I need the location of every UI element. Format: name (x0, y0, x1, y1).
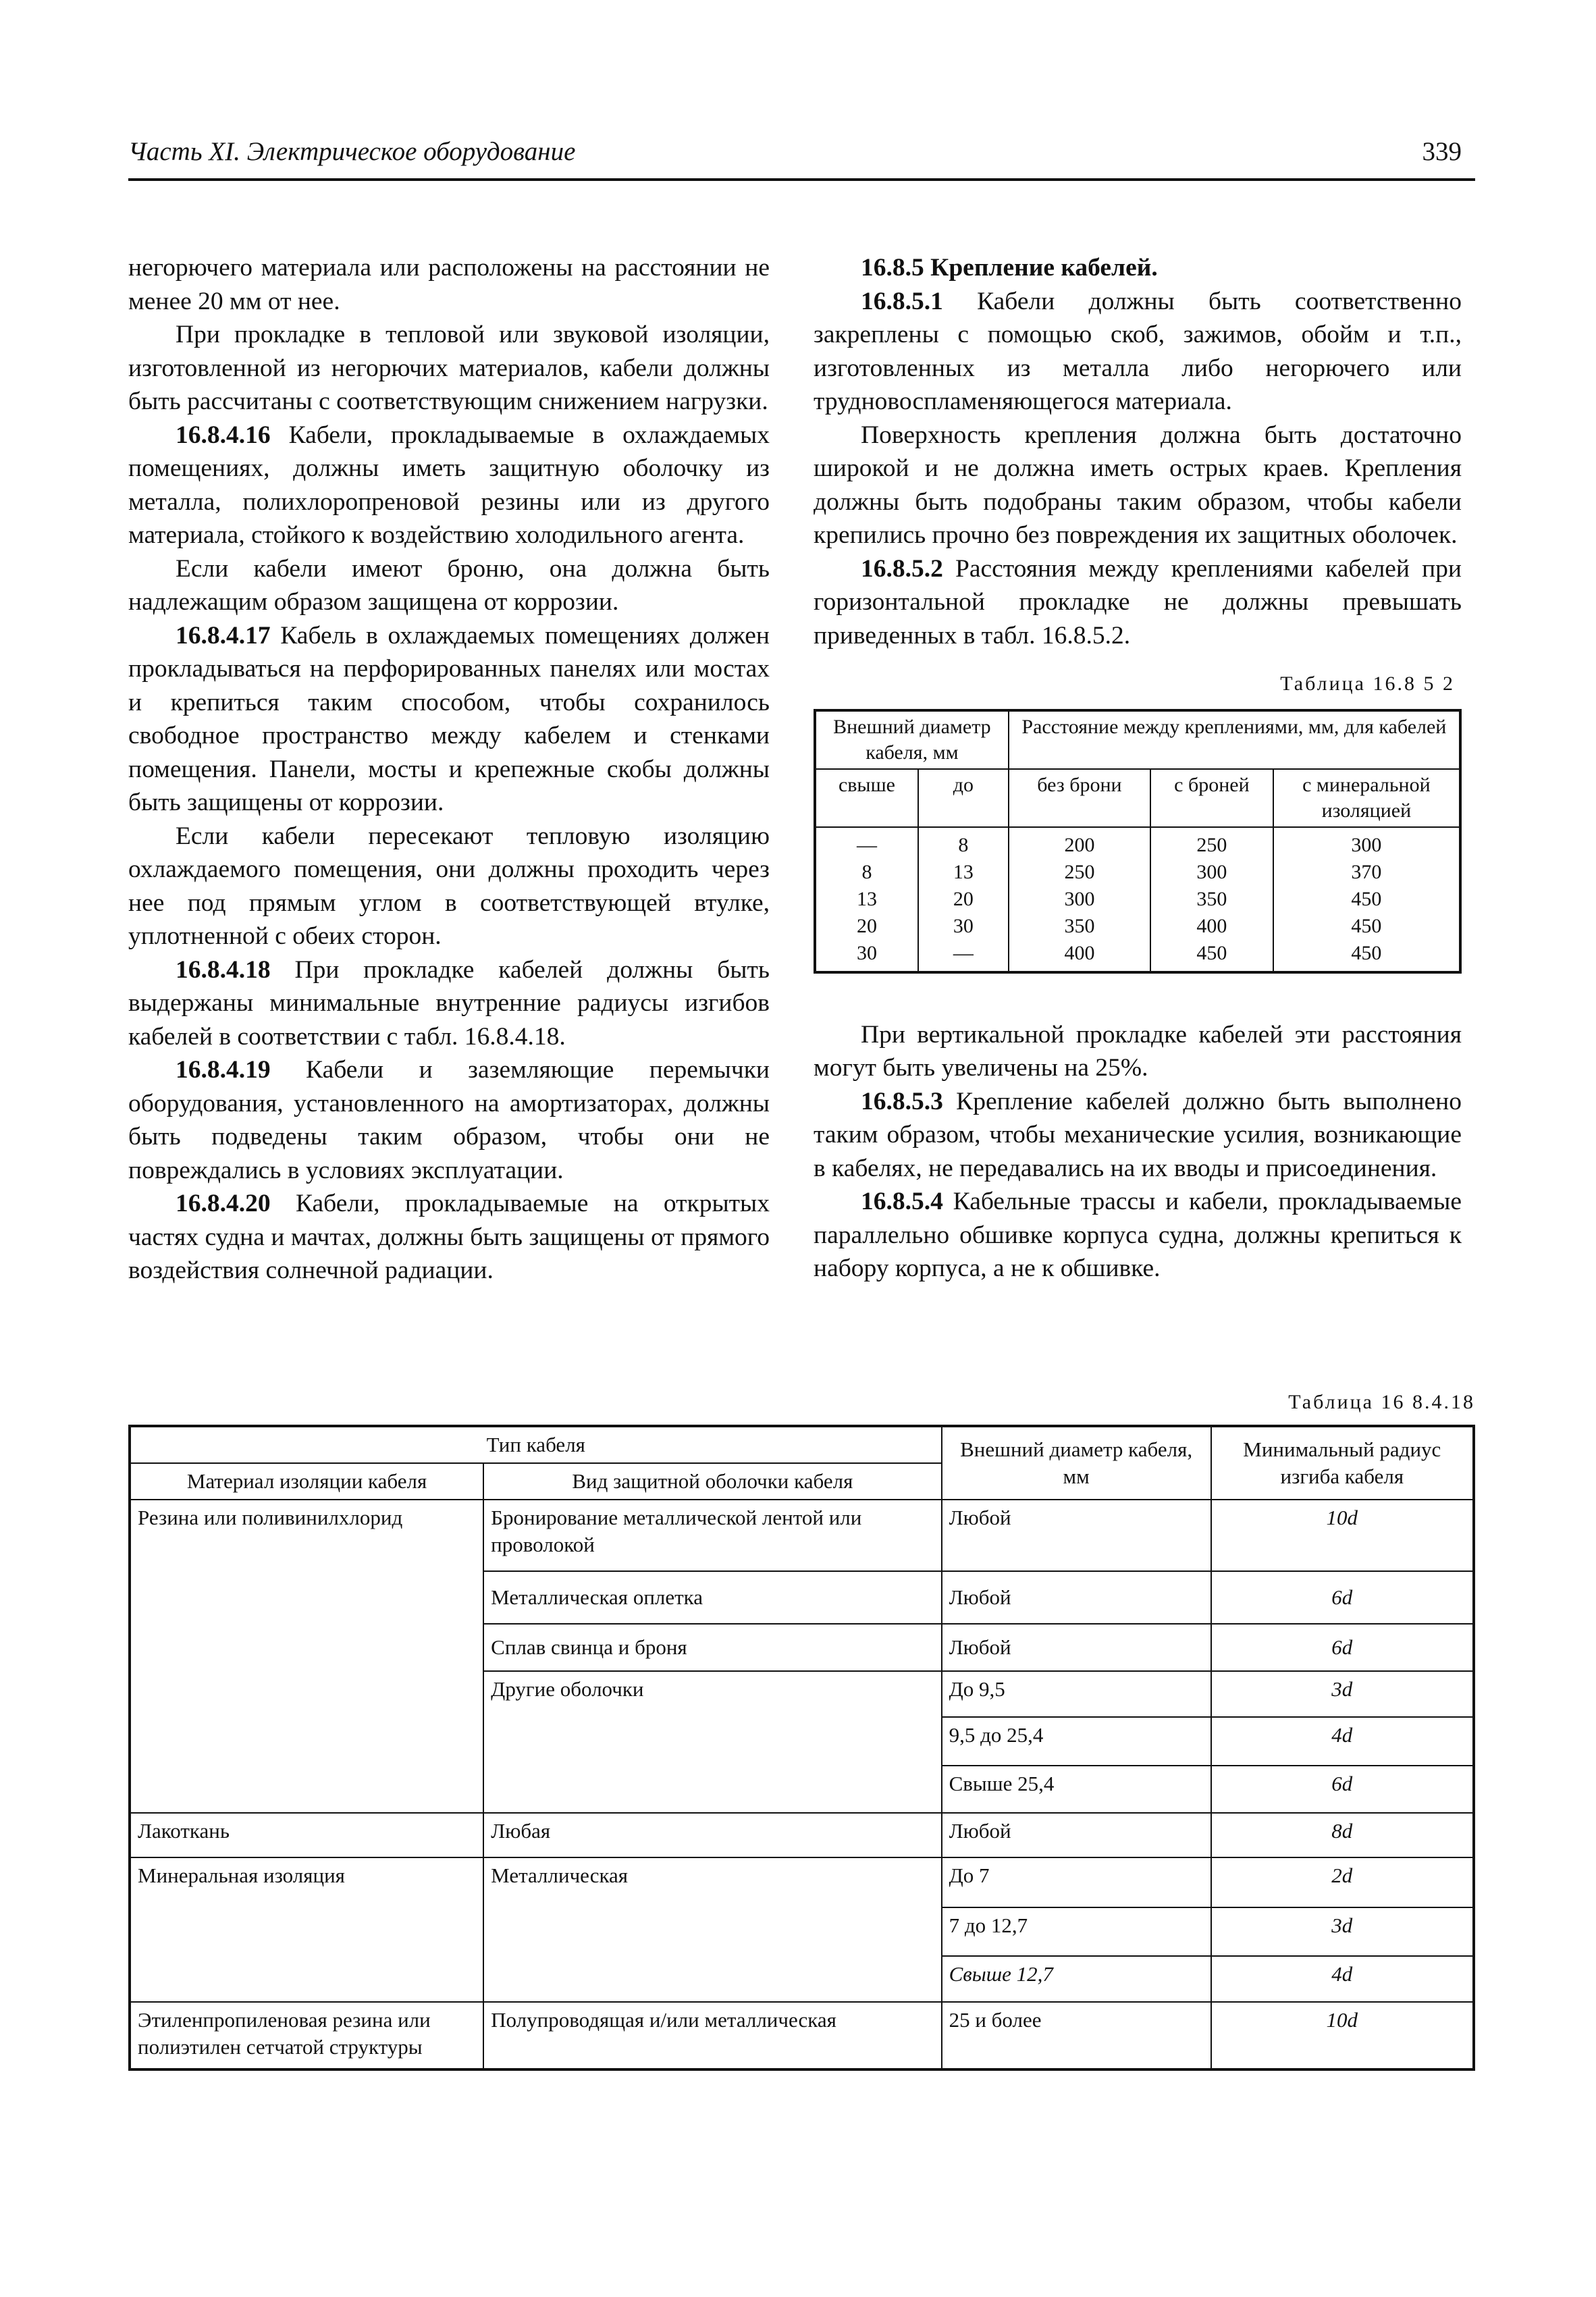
table-cell: Свыше 12,7 (942, 1956, 1211, 2002)
table-cell: 13 (815, 886, 918, 913)
table-cell: Любой (942, 1571, 1211, 1624)
table-header-cell: с минеральной изоляцией (1273, 769, 1460, 827)
section-heading: 16.8.5 Крепление кабелей. (861, 254, 1158, 282)
table-cell: Любой (942, 1500, 1211, 1571)
paragraph: При прокладке в тепловой или звуковой изоляции, изготовленной из негорючих материалов, кабели должны быть рассчитаны с соответствующим снижением нагрузки. (128, 321, 770, 415)
table-row (130, 1500, 1474, 1571)
table-cell: 450 (1150, 940, 1273, 972)
table-header-cell: Вид защитной оболочки кабеля (483, 1463, 941, 1500)
table-cell: Любой (942, 1813, 1211, 1857)
table-row (815, 940, 1460, 972)
table-cell: 200 (1009, 827, 1150, 859)
table-header-cell: Тип кабеля (130, 1426, 942, 1463)
table-cell: 13 (918, 859, 1009, 886)
table-cell: Полупроводящая и/или металлическая (483, 2002, 941, 2069)
paragraph-16-8-4-16: 16.8.4.16 Кабели, прокладываемые в охлаждаемых помещениях, должны иметь защитную оболочку из металла, полихлоропреновой резины или из другого материала, стойкого к воздействию холодильного агента. (128, 421, 770, 549)
table-cell: 8 (815, 859, 918, 886)
table-caption: Таблица 16 8.4.18 (1288, 1391, 1475, 1413)
table-cell: 450 (1273, 886, 1460, 913)
table-cell: Металлическая оплетка (483, 1571, 941, 1624)
table-cell: 250 (1150, 827, 1273, 859)
table-cell: 300 (1009, 886, 1150, 913)
table-cell: Любой (942, 1624, 1211, 1671)
table-16-8-4-18 (128, 1425, 1475, 2071)
table-row (130, 2002, 1474, 2069)
table-cell: 20 (918, 886, 1009, 913)
paragraph: Если кабели пересекают тепловую изоляцию охлаждаемого помещения, они должны проходить через нее под прямым углом в соответствующей втулке, уплотненной с обеих сторон. (128, 822, 770, 950)
paragraph-16-8-5-2: 16.8.5.2 Расстояния между креплениями кабелей при горизонтальной прокладке не должны превышать приведенных в табл. 16.8.5.2. (814, 554, 1462, 650)
table-header-cell: без брони (1009, 769, 1150, 827)
table-cell: Сплав свинца и броня (483, 1624, 941, 1671)
paragraph: При вертикальной прокладке кабелей эти расстояния могут быть увеличены на 25%. (814, 1020, 1462, 1082)
table-cell: 450 (1273, 940, 1460, 972)
paragraph-16-8-5-4: 16.8.5.4 Кабельные трассы и кабели, прокладываемые параллельно обшивке корпуса судна, должны крепиться к набору корпуса, а не к обшивке. (814, 1188, 1462, 1282)
paragraph: Поверхность крепления должна быть достаточно широкой и не должна иметь острых краев. Крепления должны быть подобраны таким образом, чтобы кабели крепились прочно без повреждения их защитных оболочек. (814, 421, 1462, 549)
table-cell: 4d (1211, 1956, 1474, 2002)
table-header-cell: Материал изоляции кабеля (130, 1463, 483, 1500)
right-column (814, 251, 1462, 1286)
table-cell: Резина или поливинилхлорид (130, 1500, 483, 1813)
table-cell: 6d (1211, 1766, 1474, 1813)
table-row (130, 1813, 1474, 1857)
table-cell: Другие оболочки (483, 1671, 941, 1813)
table-row (130, 1857, 1474, 1907)
table-cell: 10d (1211, 1500, 1474, 1571)
paragraph-16-8-5-1: 16.8.5.1 Кабели должны быть соответственно закреплены с помощью скоб, зажимов, обойм и т.п., изготовленных из металла либо негорючего или трудновоспламеняющегося материала. (814, 287, 1462, 415)
table-cell: 4d (1211, 1717, 1474, 1766)
table-cell: 6d (1211, 1571, 1474, 1624)
table-cell: 3d (1211, 1671, 1474, 1717)
table-16-8-5-2 (814, 709, 1462, 974)
table-cell: 30 (918, 913, 1009, 940)
table-cell: 400 (1009, 940, 1150, 972)
table-cell: До 9,5 (942, 1671, 1211, 1717)
chapter-title: Часть XI. Электрическое оборудование (128, 137, 576, 166)
table-cell: — (918, 940, 1009, 972)
table-cell: 400 (1150, 913, 1273, 940)
table-cell: 2d (1211, 1857, 1474, 1907)
table-cell: 3d (1211, 1907, 1474, 1956)
table-cell: 20 (815, 913, 918, 940)
table-cell: 7 до 12,7 (942, 1907, 1211, 1956)
paragraph: негорючего материала или расположены на расстоянии не менее 20 мм от нее. (128, 254, 770, 315)
paragraph-16-8-4-17: 16.8.4.17 Кабель в охлаждаемых помещениях должен прокладываться на перфорированных панелях или мостах и крепиться таким способом, чтобы сохранилось свободное пространство между кабелем и стенками помещения. Панели, мосты и крепежные скобы должны быть защищены от коррозии. (128, 621, 770, 816)
table-header-cell: свыше (815, 769, 918, 827)
table-header-cell: Минимальный радиус изгиба кабеля (1211, 1426, 1474, 1500)
paragraph-16-8-4-18: 16.8.4.18 При прокладке кабелей должны быть выдержаны минимальные внутренние радиусы изгибов кабелей в соответствии с табл. 16.8.4.18. (128, 955, 770, 1051)
table-cell: Любая (483, 1813, 941, 1857)
table-cell: Металлическая (483, 1857, 941, 2002)
table-cell: Свыше 25,4 (942, 1766, 1211, 1813)
left-column (128, 251, 770, 1288)
table-cell: 300 (1273, 827, 1460, 859)
table-cell: — (815, 827, 918, 859)
table-cell: Лакоткань (130, 1813, 483, 1857)
table-cell: 10d (1211, 2002, 1474, 2069)
table-cell: 250 (1009, 859, 1150, 886)
paragraph-16-8-5-3: 16.8.5.3 Крепление кабелей должно быть выполнено таким образом, чтобы механические усилия, возникающие в кабелях, не передавались на их вводы и присоединения. (814, 1087, 1462, 1182)
table-header-cell: до (918, 769, 1009, 827)
page-header (128, 136, 1475, 181)
table-caption: Таблица 16.8 5 2 (1280, 672, 1455, 695)
table-cell: 9,5 до 25,4 (942, 1717, 1211, 1766)
table-cell: 8 (918, 827, 1009, 859)
table-cell: Минеральная изоляция (130, 1857, 483, 2002)
table-cell: Бронирование металлической лентой или проволокой (483, 1500, 941, 1571)
table-row (815, 913, 1460, 940)
table-cell: 300 (1150, 859, 1273, 886)
table-header-cell: с броней (1150, 769, 1273, 827)
paragraph-16-8-4-19: 16.8.4.19 Кабели и заземляющие перемычки оборудования, установленного на амортизаторах, должны быть подведены таким образом, чтобы они не повреждались в условиях эксплуатации. (128, 1056, 770, 1184)
table-cell: 450 (1273, 913, 1460, 940)
table-row (815, 827, 1460, 859)
table-cell: 8d (1211, 1813, 1474, 1857)
table-header-cell: Внешний диаметр кабеля, мм (815, 710, 1009, 769)
table-cell: 6d (1211, 1624, 1474, 1671)
table-row (815, 859, 1460, 886)
page-number: 339 (1422, 137, 1462, 166)
table-cell: 350 (1150, 886, 1273, 913)
table-cell: Этиленпропиленовая резина или полиэтилен сетчатой структуры (130, 2002, 483, 2069)
table-header-cell: Внешний диаметр кабеля, мм (942, 1426, 1211, 1500)
table-row (815, 886, 1460, 913)
paragraph: Если кабели имеют броню, она должна быть надлежащим образом защищена от коррозии. (128, 554, 770, 616)
table-cell: До 7 (942, 1857, 1211, 1907)
paragraph-16-8-4-20: 16.8.4.20 Кабели, прокладываемые на открытых частях судна и мачтах, должны быть защищены от прямого воздействия солнечной радиации. (128, 1190, 770, 1284)
table-cell: 350 (1009, 913, 1150, 940)
table-cell: 370 (1273, 859, 1460, 886)
table-cell: 30 (815, 940, 918, 972)
table-header-cell: Расстояние между креплениями, мм, для кабелей (1009, 710, 1460, 769)
table-cell: 25 и более (942, 2002, 1211, 2069)
